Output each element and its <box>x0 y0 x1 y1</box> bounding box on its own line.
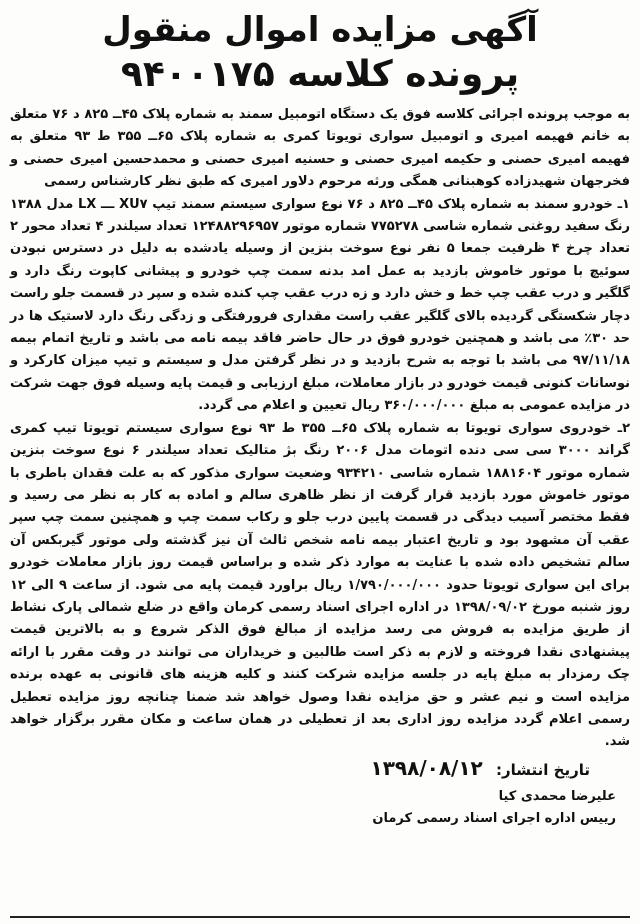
signer-title: رییس اداره اجرای اسناد رسمی کرمان <box>372 810 616 826</box>
date-label: تاریخ انتشار: <box>496 760 590 779</box>
case-number-title: پرونده کلاسه ۹۴۰۰۱۷۵ <box>120 54 520 95</box>
notice-title: آگهی مزایده اموال منقول <box>102 10 538 50</box>
intro-paragraph: به موجب پرونده اجرائی کلاسه فوق یک دستگاه اتومبیل سمند به شماره پلاک ۴۵ــ ۸۲۵ د ۷۶ متعلق به خانم فهیمه امیری و اتومبیل سواری تویوتا کمری به شماره پلاک ۶۵ــ ۳۵۵ ط ۹۳ متعلق به فهیمه امیری حصنی و حکیمه امیری حصنی و حسنیه امیری حصنی و محمدحسین امیری حصنی و فخرجهان شهیدزاده کوهبنانی همگی ورثه مرحوم دلاور امیری که طبق نظر کارشناس رسمی <box>10 107 630 190</box>
signer-name: علیرضا محمدی کیا <box>498 788 616 804</box>
date-value: ۱۳۹۸/۰۸/۱۲ <box>370 755 483 780</box>
notice-body <box>10 104 630 754</box>
item-1-paragraph: ۱ـ خودرو سمند به شماره پلاک ۴۵ــ ۸۲۵ د ۷۶ نوع سواری سیستم سمند تیپ XU۷ ـــ LX مدل ۱۳۸۸ رنگ سفید روغنی شماره شاسی ۷۷۵۲۷۸ شماره موتور ۱۲۴۸۸۲۹۶۹۵۷ تعداد سیلندر ۴ تعداد محور ۲ تعداد چرخ ۴ ظرفیت جمعا ۵ نفر نوع سوخت بنزین از وسیله یادشده به دلیل در دسترس نبودن سوئیچ با موتور خاموش بازدید به عمل امد بدنه سمت چپ خودرو و پیشانی کاپوت رنگ دارد و گلگیر و درب عقب چپ خط و خش دارد و زه درب عقب چپ کنده شده و سپر در قسمت جلو راست دچار شکستگی گردیده بالای گلگیر عقب راست مقداری فرورفتگی و زدگی رنگ دارد لاستیک ها در حد ۳۰٪ می باشد و همچنین خودرو فوق در حال حاضر فاقد بیمه نامه می باشد و تاریخ اتمام بیمه ۹۷/۱۱/۱۸ می باشد با توجه به شرح بازدید و در نظر گرفتن مدل و سیستم و تیپ میزان کارکرد و نوسانات کنونی قیمت خودرو در بازار معاملات، مبلغ ارزیابی و قیمت پایه وسیله فوق جهت شرکت در مزایده عمومی به مبلغ ۳۶۰/۰۰۰/۰۰۰ ریال تعیین و اعلام می گردد. <box>10 196 631 414</box>
signature-block <box>10 786 630 830</box>
publication-date <box>10 756 630 780</box>
item-2-paragraph: ۲ـ خودروی سواری تویوتا به شماره پلاک ۶۵ــ ۳۵۵ ط ۹۳ نوع سواری سیستم تویوتا تیپ کمری گراند ۳۰۰۰ سی سی دنده اتومات مدل ۲۰۰۶ رنگ بژ متالیک تعداد سیلندر ۶ نوع سوخت بنزین شماره موتور ۱۸۸۱۶۰۴ شماره شاسی ۹۳۴۲۱۰ وضعیت سواری مذکور که به علت فقدان باطری با موتور خاموش مورد بازدید قرار گرفت از نظر ظاهری سالم و اماده به کار به نظر می رسید و فقط مختصر آسیب دیدگی در قسمت پایین درب جلو و رکاب سمت چپ و همچنین سمت چپ سپر عقب آن مشهود بود و تاریخ اعتبار بیمه نامه شخص ثالث آن نیز گذشته ولی موتور گیربکس آن سالم تشخیص داده شده با عنایت به موارد ذکر شده و براساس قیمت روز بازار معاملات خودرو برای این سواری تویوتا حدود ۱/۷۹۰/۰۰۰/۰۰۰ ریال براورد قیمت پایه می شود. از ساعت ۹ الی ۱۲ روز شنبه مورخ ۱۳۹۸/۰۹/۰۲ در اداره اجرای اسناد رسمی کرمان واقع در ضلع شمالی پارک نشاط از طریق مزایده به فروش می رسد مزایده از مبالغ فوق الذکر شروع و به بالاترین قیمت پیشنهادی نقدا فروخته و لازم به ذکر است طالبین و خریداران می توانند در وقت مقرر با ارائه چک رمزدار به مبلغ پایه در جلسه مزایده شرکت کنند و کلیه هزینه های قانونی به عهده برنده مزایده است و نیم عشر و حق مزایده نقدا وصول خواهد شد ضمنا چنانچه روز مزایده تعطیل رسمی اعلام گردد مزایده روز اداری بعد از تعطیلی در همان ساعت و مکان مقرر برگزار خواهد شد. <box>10 420 630 750</box>
bottom-divider <box>10 916 630 918</box>
